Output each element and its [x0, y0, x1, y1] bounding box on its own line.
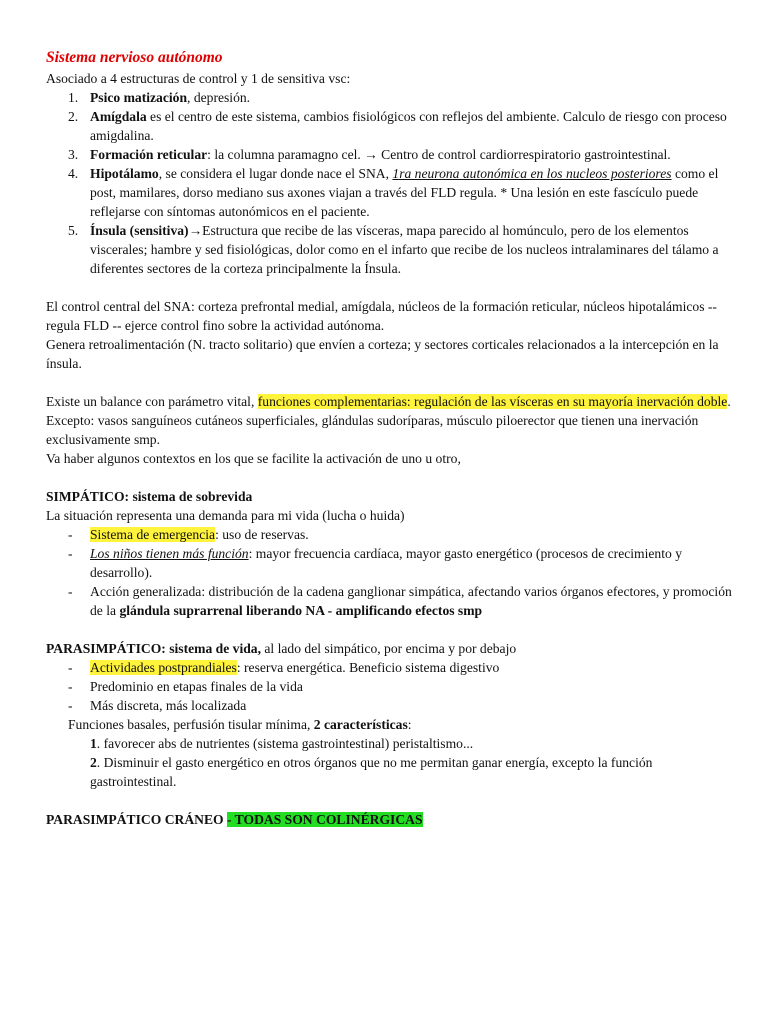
list-item: - Predominio en etapas finales de la vida	[68, 679, 303, 694]
paragraph: Existe un balance con parámetro vital, funciones complementarias: regulación de las vísceras en su mayoría inervación doble. Excepto: vasos sanguíneos cutáneos superficiales, glándulas sudoríparas, músculo piloerector que tienen una inervación exclusivamente smp.	[46, 394, 731, 447]
list-item: 4. Hipotálamo, se considera el lugar donde nace el SNA, 1ra neurona autonómica en los nucleos posteriores como el post, mamilares, dorso mediano sus axones viajan a través del FLD regula. * Una lesión en este fascículo puede reflejarse con síntomas autonómicos en el paciente.	[68, 166, 719, 219]
list-item: 2. Amígdala es el centro de este sistema, cambios fisiológicos con reflejos del ambiente. Calculo de riesgo con proceso amigdalina.	[68, 109, 727, 143]
structures-list	[46, 88, 736, 278]
section-heading: SIMPÁTICO: sistema de sobrevida	[46, 489, 253, 504]
paragraph: Genera retroalimentación (N. tracto solitario) que envíen a corteza; y sectores corticales relacionados a la intercepción en la ínsula.	[46, 337, 719, 371]
arrow-right-icon: →	[360, 147, 378, 162]
list-item: 1. Psico matización, depresión.	[68, 90, 251, 105]
list-item: - Sistema de emergencia: uso de reservas.	[68, 527, 309, 542]
highlight: funciones complementarias: regulación de las vísceras en su mayoría inervación doble	[257, 394, 728, 409]
list-item: - Actividades postprandiales: reserva energética. Beneficio sistema digestivo	[68, 660, 500, 675]
document-title: Sistema nervioso autónomo	[46, 49, 223, 66]
paragraph: El control central del SNA: corteza prefrontal medial, amígdala, núcleos de la formación reticular, núcleos hipotalámicos -- regula FLD -- ejerce control fino sobre la actividad autónoma.	[46, 299, 717, 333]
paragraph: Va haber algunos contextos en los que se facilite la activación de uno u otro,	[46, 451, 461, 466]
parasimpatico-list	[46, 658, 736, 715]
list-item: 5. Ínsula (sensitiva)→Estructura que recibe de las vísceras, mapa parecido al homúnculo, pero de los elementos viscerales; hambre y sed fisiológicas, dolor como en el infarto que recibe de los nucleos intralaminares del tálamo a diferentes sectores de la corteza principalmente la Ínsula.	[68, 223, 719, 276]
section-heading: PARASIMPÁTICO: sistema de vida, al lado del simpático, por encima y por debajo	[46, 641, 517, 656]
simpatico-list	[46, 525, 736, 620]
document-body	[46, 47, 736, 829]
paragraph: La situación representa una demanda para mi vida (lucha o huida)	[46, 508, 405, 523]
intro-line: Asociado a 4 estructuras de control y 1 de sensitiva vsc:	[46, 71, 351, 86]
highlight: - TODAS SON COLINÉRGICAS	[227, 812, 423, 827]
arrow-right-icon: →	[188, 223, 203, 238]
list-item: - Más discreta, más localizada	[68, 698, 247, 713]
list-item: - Acción generalizada: distribución de la cadena ganglionar simpática, afectando varios órganos efectores, y promoción de la glándula suprarrenal liberando NA - amplificando efectos smp	[68, 584, 732, 618]
paragraph: Funciones basales, perfusión tisular mínima, 2 características:	[68, 717, 412, 732]
numbered-point: 1. favorecer abs de nutrientes (sistema gastrointestinal) peristaltismo...	[90, 736, 474, 751]
numbered-point: 2. Disminuir el gasto energético en otros órganos que no me permitan ganar energía, excepto la función gastrointestinal.	[90, 755, 653, 789]
section-heading: PARASIMPÁTICO CRÁNEO - TODAS SON COLINÉRGICAS	[46, 812, 423, 827]
list-item: - Los niños tienen más función: mayor frecuencia cardíaca, mayor gasto energético (procesos de crecimiento y desarrollo).	[68, 546, 683, 580]
list-item: 3. Formación reticular: la columna paramagno cel. → Centro de control cardiorrespiratorio gastrointestinal.	[68, 147, 671, 162]
